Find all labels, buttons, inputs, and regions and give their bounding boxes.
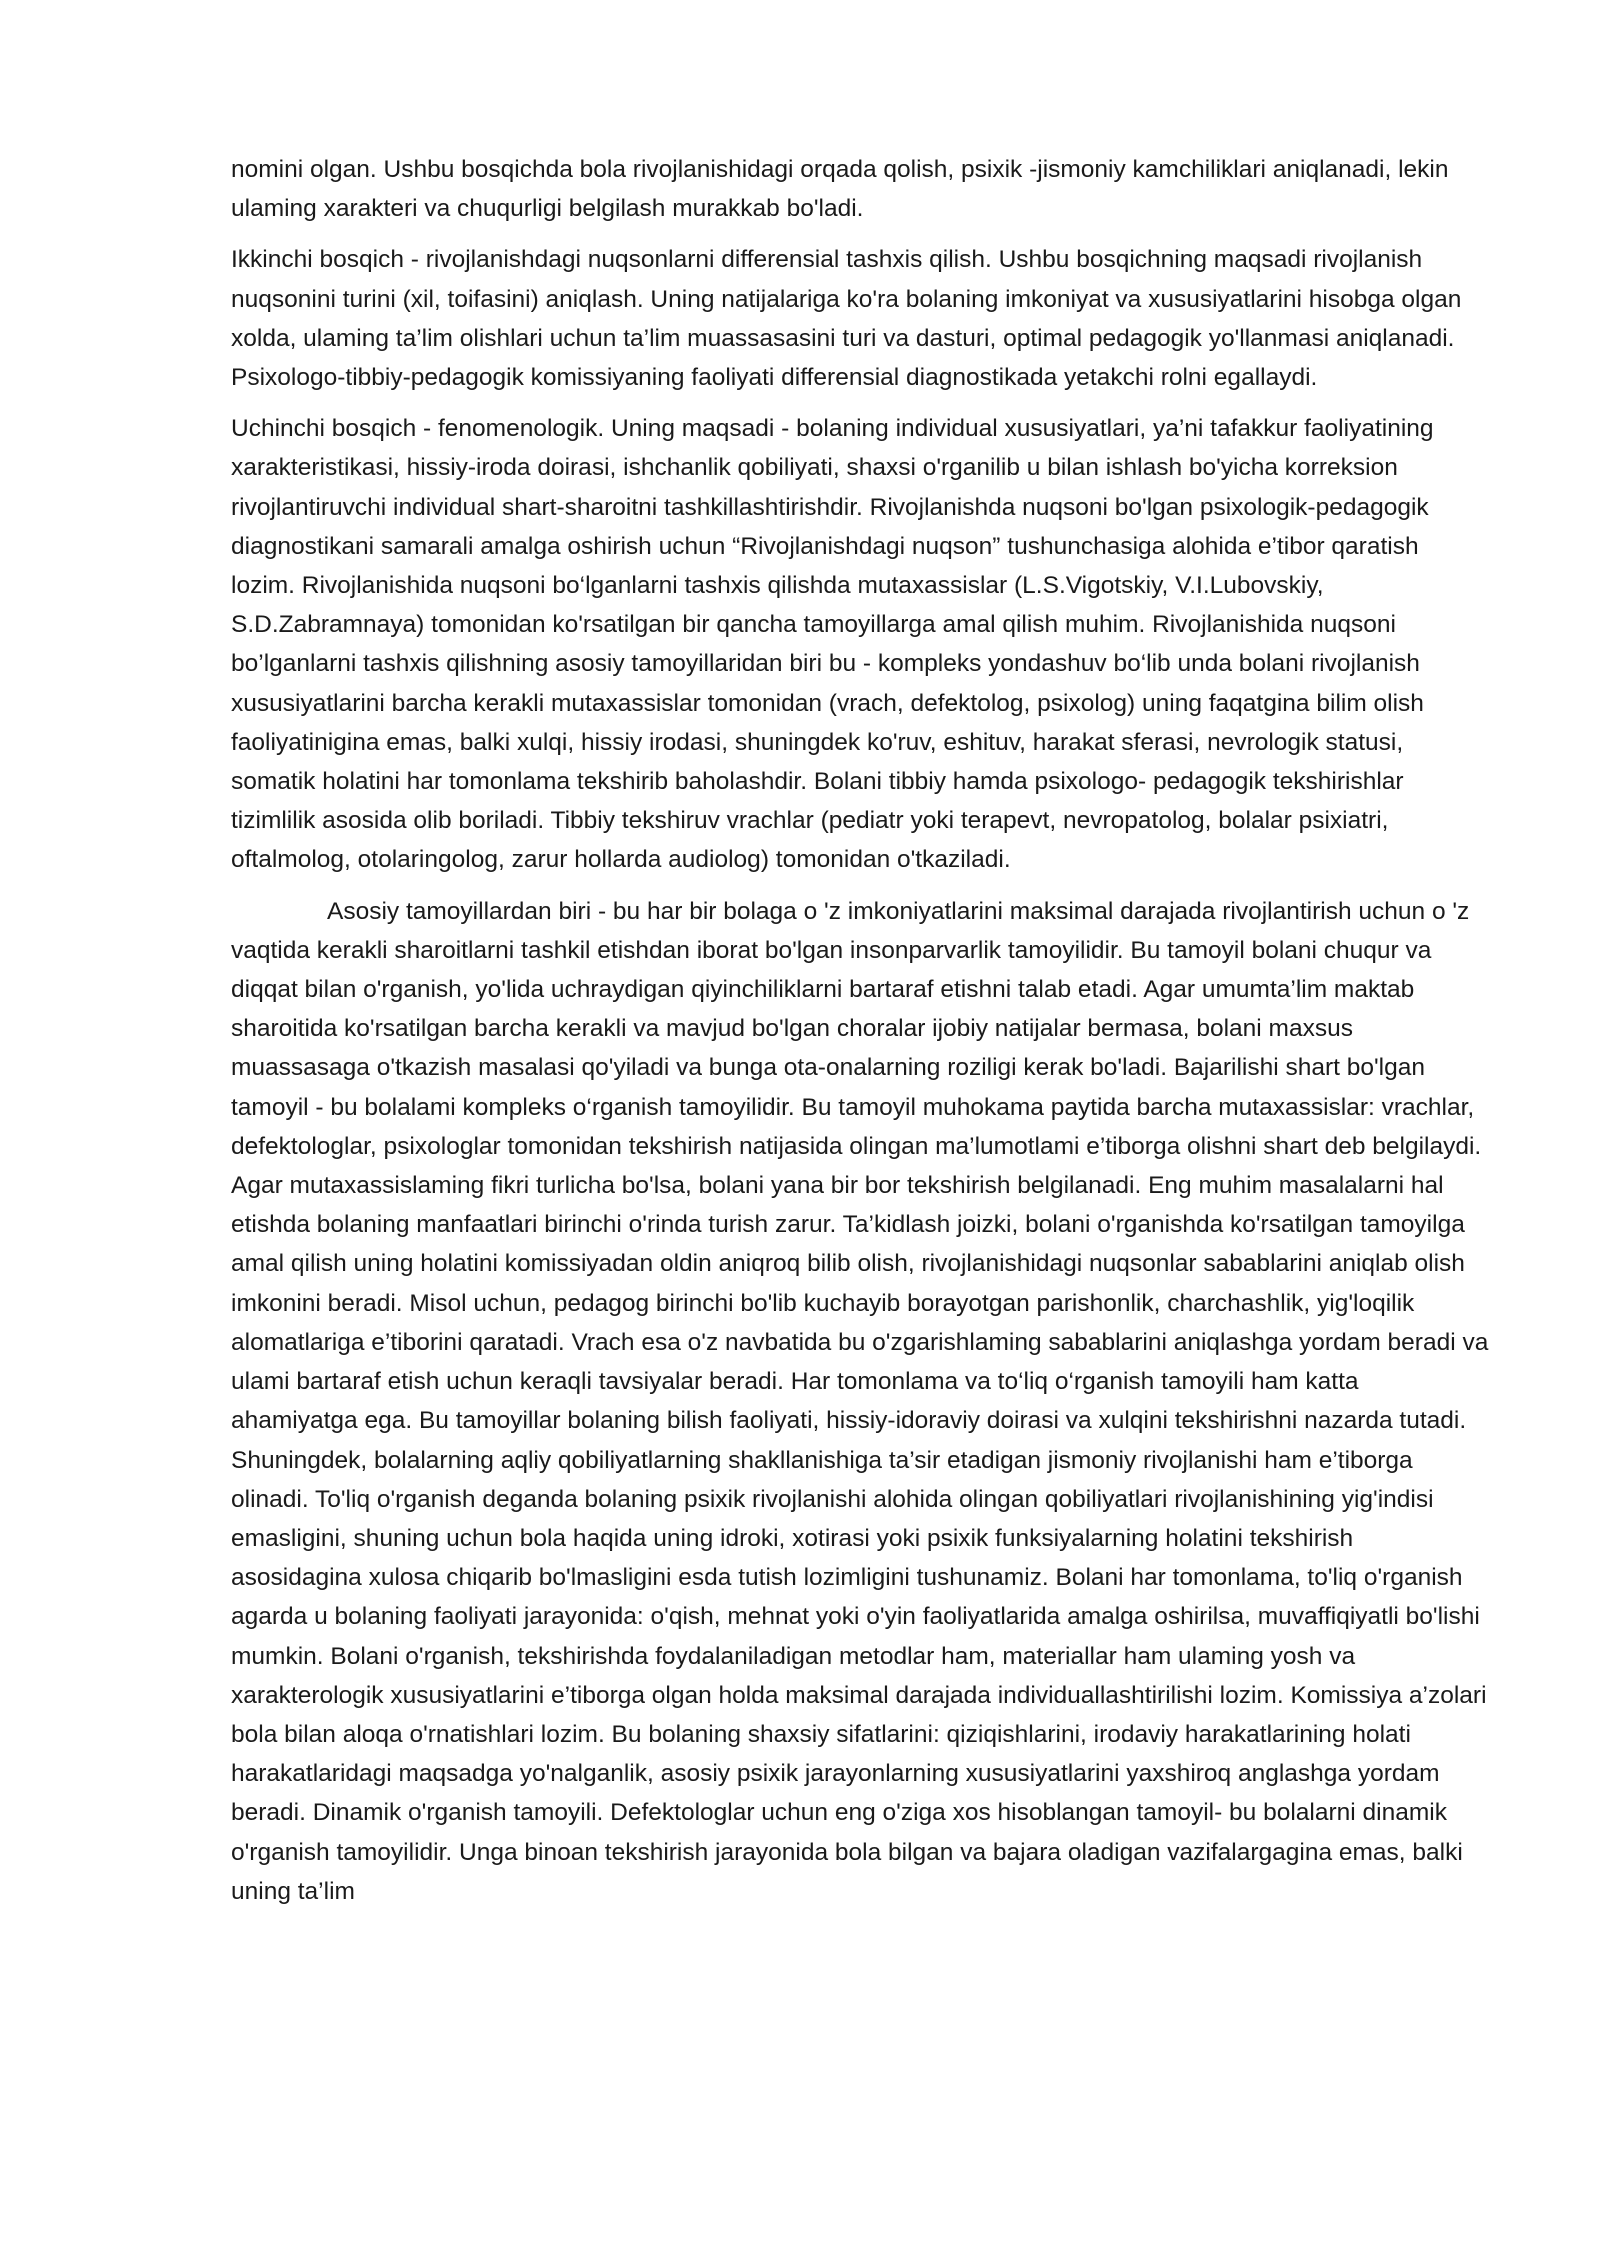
paragraph-principles: Asosiy tamoyillardan biri - bu har bir bolaga o 'z imkoniyatlarini maksimal darajada rivojlantirish uchun o 'z vaqtida kerakli sharoitlarni tashkil etishdan iborat bo'lgan insonparvarlik tamoyilidir. Bu tamoyil bolani chuqur va diqqat bilan o'rganish, yo'lida uchraydigan qiyinchiliklarni bartaraf etishni talab etadi. Agar umumta’lim maktab sharoitida ko'rsatilgan barcha kerakli va mavjud bo'lgan choralar ijobiy natijalar bermasa, bolani maxsus muassasaga o'tkazish masalasi qo'yiladi va bunga ota-onalarning roziligi kerak bo'ladi. Bajarilishi shart bo'lgan tamoyil - bu bolalami kompleks o‘rganish tamoyilidir. Bu tamoyil muhokama paytida barcha mutaxassislar: vrachlar, defektologlar, psixologlar tomonidan tekshirish natijasida olingan ma’lumotlami e’tiborga olishni shart deb belgilaydi. Agar mutaxassislaming fikri turlicha bo'lsa, bolani yana bir bor tekshirish belgilanadi. Eng muhim masalalarni hal etishda bolaning manfaatlari birinchi o'rinda turish zarur. Ta’kidlash joizki, bolani o'rganishda ko'rsatilgan tamoyilga amal qilish uning holatini komissiyadan oldin aniqroq bilib olish, rivojlanishidagi nuqsonlar sabablarini aniqlab olish imkonini beradi. Misol uchun, pedagog birinchi bo'lib kuchayib borayotgan parishonlik, charchashlik, yig'loqilik alomatlariga e’tiborini qaratadi. Vrach esa o'z navbatida bu o'zgarishlaming sabablarini aniqlashga yordam beradi va ulami bartaraf etish uchun keraqli tavsiyalar beradi. Har tomonlama va to‘liq o‘rganish tamoyili ham katta ahamiyatga ega. Bu tamoyillar bolaning bilish faoliyati, hissiy-idoraviy doirasi va xulqini tekshirishni nazarda tutadi. Shuningdek, bolalarning aqliy qobiliyatlarning shakllanishiga ta’sir etadigan jismoniy rivojlanishi ham e’tiborga olinadi. To'liq o'rganish deganda bolaning psixik rivojlanishi alohida olingan qobiliyatlari rivojlanishining yig'indisi emasligini, shuning uchun bola haqida uning idroki, xotirasi yoki psixik funksiyalarning holatini tekshirish asosidagina xulosa chiqarib bo'lmasligini esda tutish lozimligini tushunamiz. Bolani har tomonlama, to'liq o'rganish agarda u bolaning faoliyati jarayonida: o'qish, mehnat yoki o'yin faoliyatlarida amalga oshirilsa, muvaffiqiyatli bo'lishi mumkin. Bolani o'rganish, tekshirishda foydalaniladigan metodlar ham, materiallar ham ulaming yosh va xarakterologik xususiyatlarini e’tiborga olgan holda maksimal darajada individuallashtirilishi lozim. Komissiya a’zolari bola bilan aloqa o'rnatishlari lozim. Bu bolaning shaxsiy sifatlarini: qiziqishlarini, irodaviy harakatlarining holati harakatlaridagi maqsadga yo'nalganlik, asosiy psixik jarayonlarning xususiyatlarini yaxshiroq anglashga yordam beradi. Dinamik o'rganish tamoyili. Defektologlar uchun eng o'ziga xos hisoblangan tamoyil- bu bolalarni dinamik o'rganish tamoyilidir. Unga binoan tekshirish jarayonida bola bilgan va bajara oladigan vazifalargagina emas, balki uning ta’lim <box>231 897 1489 1905</box>
paragraph-intro: nomini olgan. Ushbu bosqichda bola rivojlanishidagi orqada qolish, psixik -jismoniy kamchiliklari aniqlanadi, lekin ulaming xarakteri va chuqurligi belgilash murakkab bo'ladi. <box>231 156 1449 223</box>
paragraph-third-stage: Uchinchi bosqich - fenomenologik. Uning maqsadi - bolaning individual xususiyatlari, ya’ni tafakkur faoliyatining xarakteristikasi, hissiy-iroda doirasi, ishchanlik qobiliyati, shaxsi o'rganilib u bilan ishlash bo'yicha korreksion rivojlantiruvchi individual shart-sharoitni tashkillashtirishdir. Rivojlanishda nuqsoni bo'lgan psixologik-pedagogik diagnostikani samarali amalga oshirish uchun “Rivojlanishdagi nuqson” tushunchasiga alohida e’tibor qaratish lozim. Rivojlanishida nuqsoni bo‘lganlarni tashxis qilishda mutaxassislar (L.S.Vigotskiy, V.I.Lubovskiy, S.D.Zabramnaya) tomonidan ko'rsatilgan bir qancha tamoyillarga amal qilish muhim. Rivojlanishida nuqsoni bo’lganlarni tashxis qilishning asosiy tamoyillaridan biri bu - kompleks yondashuv bo‘lib unda bolani rivojlanish xususiyatlarini barcha kerakli mutaxassislar tomonidan (vrach, defektolog, psixolog) uning faqatgina bilim olish faoliyatinigina emas, balki xulqi, hissiy irodasi, shuningdek ko'ruv, eshituv, harakat sferasi, nevrologik statusi, somatik holatini har tomonlama tekshirib baholashdir. Bolani tibbiy hamda psixologo- pedagogik tekshirishlar tizimlilik asosida olib boriladi. Tibbiy tekshiruv vrachlar (pediatr yoki terapevt, nevropatolog, bolalar psixiatri, oftalmolog, otolaringolog, zarur hollarda audiolog) tomonidan o'tkaziladi. <box>231 415 1434 874</box>
document-page <box>231 150 1489 1923</box>
paragraph-second-stage: Ikkinchi bosqich - rivojlanishdagi nuqsonlarni differensial tashxis qilish. Ushbu bosqichning maqsadi rivojlanish nuqsonini turini (xil, toifasini) aniqlash. Uning natijalariga ko'ra bolaning imkoniyat va xususiyatlarini hisobga olgan xolda, ulaming ta’lim olishlari uchun ta’lim muassasasini turi va dasturi, optimal pedagogik yo'llanmasi aniqlanadi. Psixologo-tibbiy-pedagogik komissiyaning faoliyati differensial diagnostikada yetakchi rolni egallaydi. <box>231 246 1462 392</box>
